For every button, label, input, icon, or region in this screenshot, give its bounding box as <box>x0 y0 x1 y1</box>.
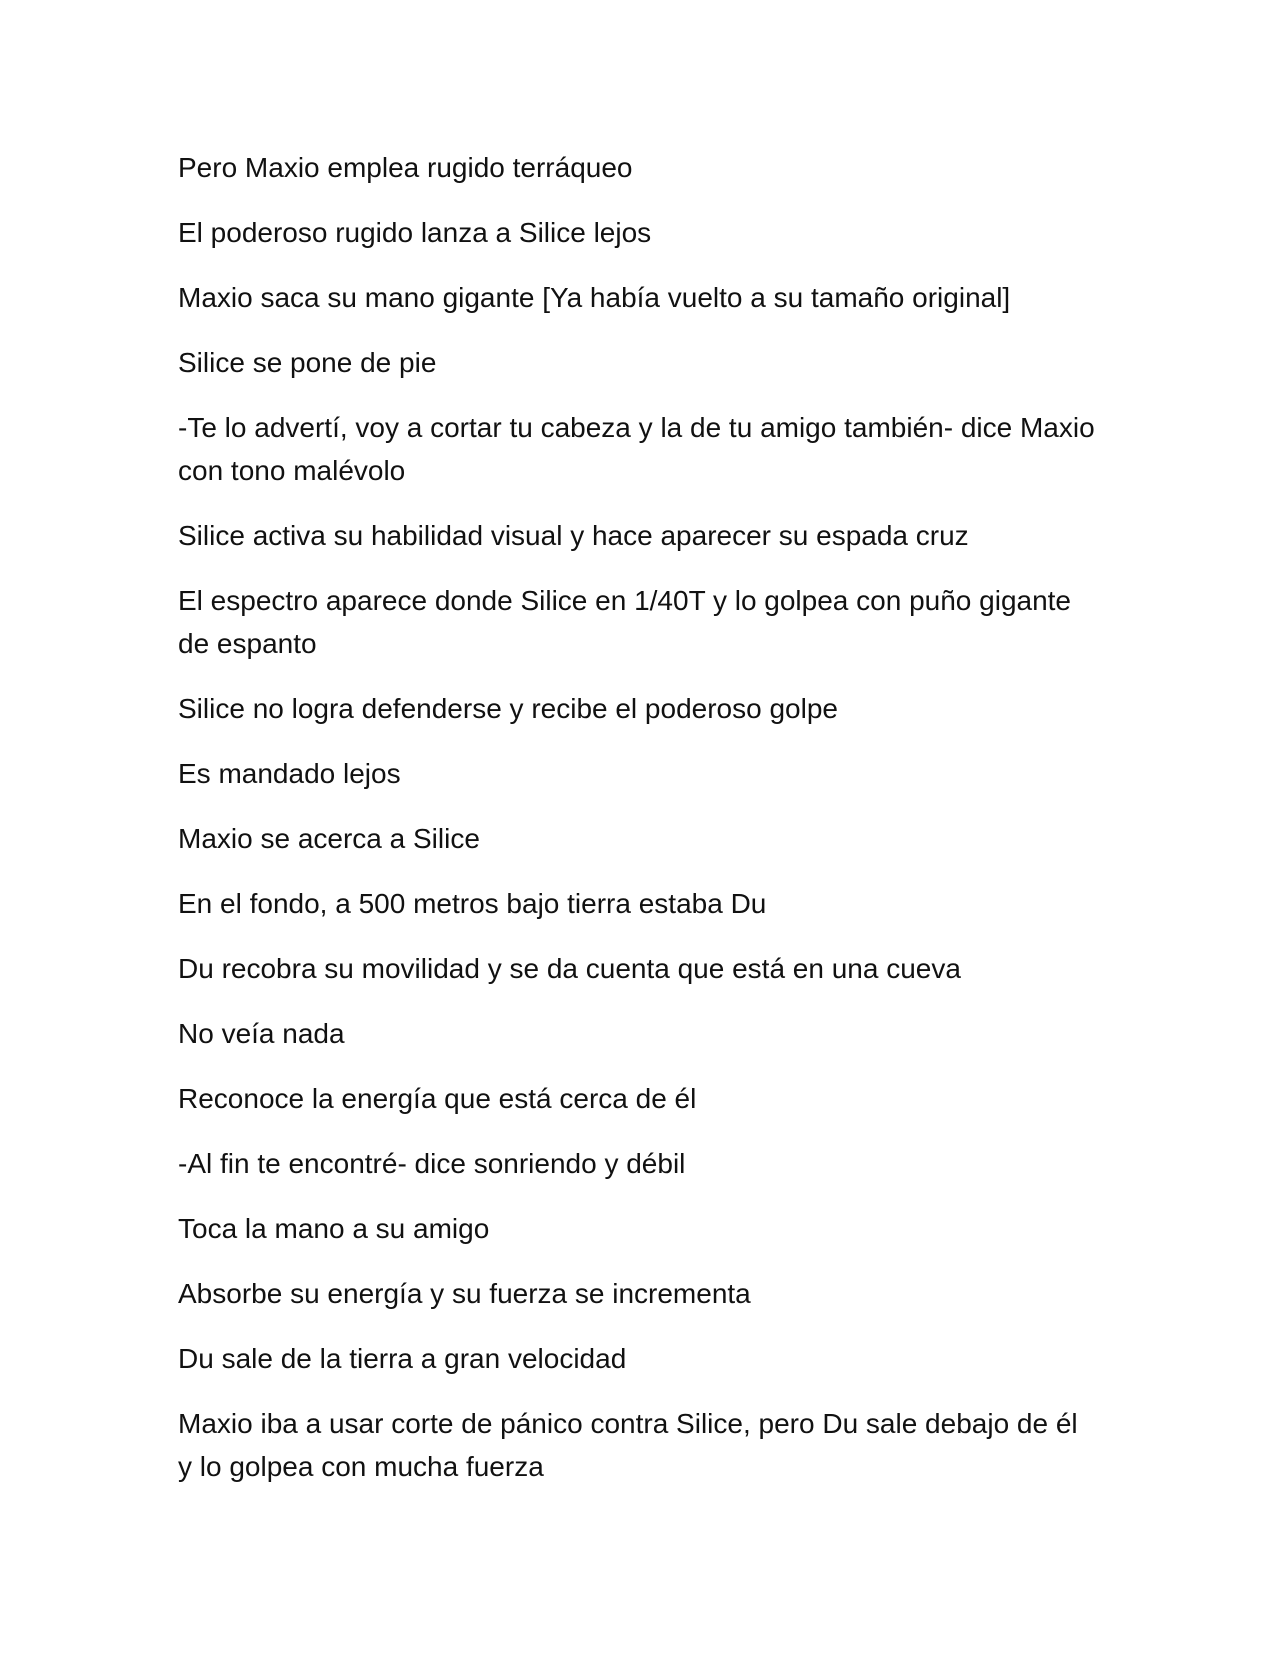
paragraph: Silice activa su habilidad visual y hace aparecer su espada cruz <box>178 520 969 551</box>
paragraph: Toca la mano a su amigo <box>178 1213 490 1244</box>
paragraph: El poderoso rugido lanza a Silice lejos <box>178 217 652 248</box>
paragraph: No veía nada <box>178 1018 345 1049</box>
paragraph: Du sale de la tierra a gran velocidad <box>178 1343 627 1374</box>
document-body <box>178 146 1098 1510</box>
paragraph: Silice no logra defenderse y recibe el poderoso golpe <box>178 693 838 724</box>
paragraph: Es mandado lejos <box>178 758 401 789</box>
paragraph: Maxio saca su mano gigante [Ya había vuelto a su tamaño original] <box>178 282 1011 313</box>
paragraph: -Te lo advertí, voy a cortar tu cabeza y la de tu amigo también- dice Maxio con tono malévolo <box>178 412 1095 486</box>
paragraph: Maxio iba a usar corte de pánico contra Silice, pero Du sale debajo de él y lo golpea con mucha fuerza <box>178 1408 1078 1482</box>
paragraph: Du recobra su movilidad y se da cuenta que está en una cueva <box>178 953 961 984</box>
paragraph: Maxio se acerca a Silice <box>178 823 480 854</box>
paragraph: Silice se pone de pie <box>178 347 437 378</box>
paragraph: Reconoce la energía que está cerca de él <box>178 1083 697 1114</box>
paragraph: El espectro aparece donde Silice en 1/40T y lo golpea con puño gigante de espanto <box>178 585 1072 659</box>
paragraph: -Al fin te encontré- dice sonriendo y débil <box>178 1148 686 1179</box>
paragraph: En el fondo, a 500 metros bajo tierra estaba Du <box>178 888 767 919</box>
paragraph: Absorbe su energía y su fuerza se incrementa <box>178 1278 751 1309</box>
paragraph: Pero Maxio emplea rugido terráqueo <box>178 152 633 183</box>
